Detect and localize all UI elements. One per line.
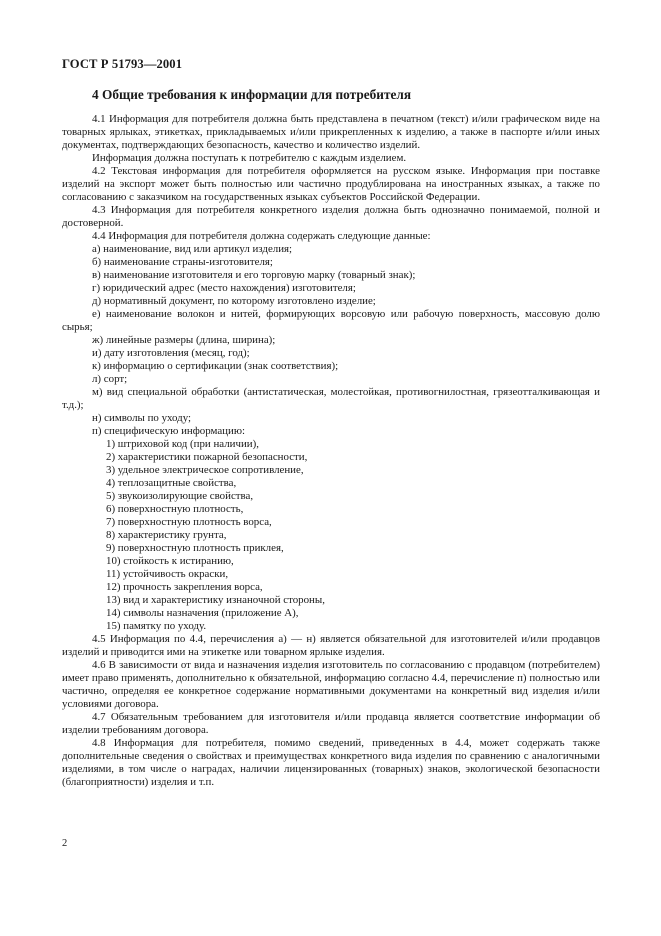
paragraph-4-5: 4.5 Информация по 4.4, перечисления а) — н) является обязательной для изготовителей и/или продавцов изделий и приводится ими на этикетке или товарном ярлыке изделия.	[62, 633, 600, 658]
paragraph-4-4: 4.4 Информация для потребителя должна содержать следующие данные:	[92, 230, 431, 242]
list-item: и) дату изготовления (месяц, год);	[92, 347, 250, 359]
paragraph-4-1: 4.1 Информация для потребителя должна быть представлена в печатном (текст) и/или графическом виде на товарных ярлыках, этикетках, прикладываемых и/или прикрепленных к изделию, а также в паспорте и/или иных документах, подтверждающих безопасность, качество и количество изделий.	[62, 113, 600, 151]
list-item: е) наименование волокон и нитей, формирующих ворсовую или рабочую поверхность, массовую долю сырья;	[62, 308, 600, 333]
list-item: д) нормативный документ, по которому изготовлено изделие;	[92, 295, 376, 307]
list-item: п) специфическую информацию:	[92, 425, 245, 437]
list-item: в) наименование изготовителя и его торговую марку (товарный знак);	[92, 269, 416, 281]
sublist-p	[62, 438, 600, 633]
sublist-item: 3) удельное электрическое сопротивление,	[106, 464, 304, 476]
sublist-item: 11) устойчивость окраски,	[106, 568, 229, 580]
sublist-item: 1) штриховой код (при наличии),	[106, 438, 259, 450]
paragraph-4-6: 4.6 В зависимости от вида и назначения изделия изготовитель по согласованию с продавцом (потребителем) имеет право применять, дополнительно к обязательной, информацию согласно 4.4, перечисление п) полностью или частично, определяя ее конкретное содержание нормативными документами на конкретный вид изделия и/или условиями договора.	[62, 659, 600, 710]
list-item: а) наименование, вид или артикул изделия;	[92, 243, 293, 255]
list-item: б) наименование страны-изготовителя;	[92, 256, 273, 268]
list-item: м) вид специальной обработки (антистатическая, молестойкая, противогнилостная, грязеотталкивающая и т.д.);	[62, 386, 600, 411]
paragraph-4-7: 4.7 Обязательным требованием для изготовителя и/или продавца является соответствие информации об изделии требованиям договора.	[62, 711, 600, 736]
sublist-item: 13) вид и характеристику изнаночной стороны,	[106, 594, 325, 606]
sublist-item: 7) поверхностную плотность ворса,	[106, 516, 272, 528]
section-title: 4 Общие требования к информации для потребителя	[92, 87, 412, 102]
list-4-4	[62, 243, 600, 633]
page-number: 2	[62, 838, 68, 849]
sublist-item: 4) теплозащитные свойства,	[106, 477, 237, 489]
sublist-item: 8) характеристику грунта,	[106, 529, 227, 541]
paragraph-4-1-note: Информация должна поступать к потребителю с каждым изделием.	[92, 152, 407, 164]
list-item: г) юридический адрес (место нахождения) изготовителя;	[92, 282, 356, 294]
sublist-item: 2) характеристики пожарной безопасности,	[106, 451, 308, 463]
document-code-header: ГОСТ Р 51793—2001	[62, 57, 183, 71]
sublist-item: 14) символы назначения (приложение А),	[106, 607, 299, 619]
list-item: н) символы по уходу;	[92, 412, 192, 424]
list-item: ж) линейные размеры (длина, ширина);	[92, 334, 276, 346]
list-item: л) сорт;	[92, 373, 128, 385]
sublist-item: 9) поверхностную плотность приклея,	[106, 542, 284, 554]
paragraph-4-2: 4.2 Текстовая информация для потребителя оформляется на русском языке. Информация при поставке изделий на экспорт может быть полностью или частично продублирована на иностранных языках, а также по согласованию с заказчиком на государственных языках субъектов Российской Федерации.	[62, 165, 600, 203]
sublist-item: 12) прочность закрепления ворса,	[106, 581, 263, 593]
paragraph-4-3: 4.3 Информация для потребителя конкретного изделия должна быть однозначно понимаемой, полной и достоверной.	[62, 204, 600, 229]
section-body	[62, 113, 600, 789]
sublist-item: 10) стойкость к истиранию,	[106, 555, 234, 567]
sublist-item: 6) поверхностную плотность,	[106, 503, 244, 515]
sublist-item: 15) памятку по уходу.	[106, 620, 207, 632]
list-item: к) информацию о сертификации (знак соответствия);	[92, 360, 339, 372]
paragraph-4-8: 4.8 Информация для потребителя, помимо сведений, приведенных в 4.4, может содержать также дополнительные сведения о свойствах и преимуществах конкретного вида изделия по сравнению с аналогичными изделиями, в том числе о наградах, наличии лицензированных (товарных) знаков, экологической безопасности (благоприятности) изделия и т.п.	[62, 737, 600, 788]
sublist-item: 5) звукоизолирующие свойства,	[106, 490, 254, 502]
